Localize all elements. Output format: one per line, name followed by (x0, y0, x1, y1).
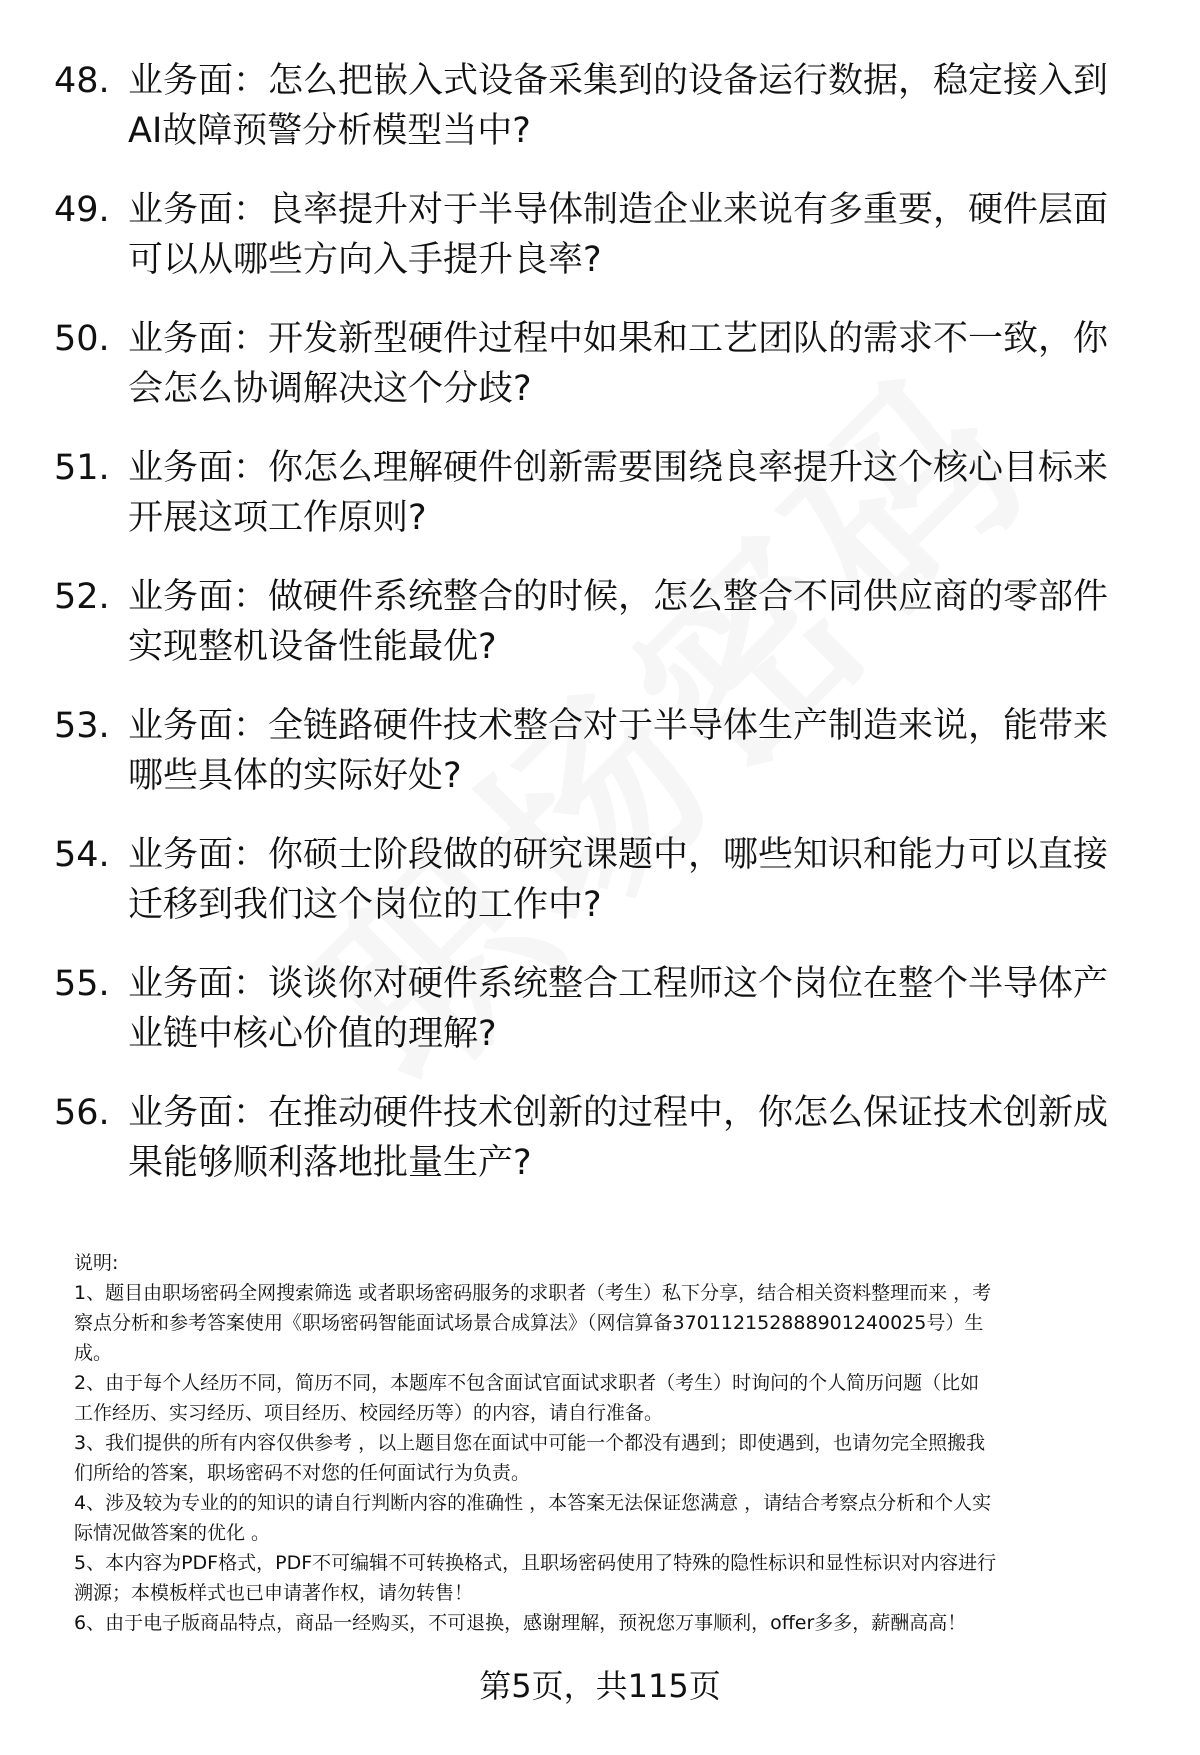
question-number: 49. (54, 190, 110, 230)
question-number: 55. (54, 964, 110, 1004)
question-text (128, 443, 1138, 543)
question-line: 业链中核心价值的理解? (128, 1014, 497, 1054)
question-item (0, 314, 1200, 443)
page-number-footer: 第5页，共115页 (479, 1667, 721, 1705)
question-line: 业务面：良率提升对于半导体制造企业来说有多重要，硬件层面 (128, 190, 1109, 230)
question-line: AI故障预警分析模型当中? (128, 111, 531, 151)
question-text (128, 1088, 1138, 1188)
question-number: 50. (54, 319, 110, 359)
question-line: 可以从哪些方向入手提升良率? (128, 240, 602, 280)
question-line: 哪些具体的实际好处? (128, 756, 462, 796)
question-text (128, 830, 1138, 930)
question-text (128, 56, 1138, 156)
question-item (0, 1088, 1200, 1217)
notes-line: 溯源；本模板样式也已申请著作权，请勿转售！ (74, 1582, 474, 1604)
question-item (0, 572, 1200, 701)
question-line: 业务面：做硬件系统整合的时候，怎么整合不同供应商的零部件 (128, 577, 1109, 617)
question-text (128, 959, 1138, 1059)
question-number: 53. (54, 706, 110, 746)
question-item (0, 185, 1200, 314)
disclaimer-notes (74, 1248, 1164, 1638)
question-line: 迁移到我们这个岗位的工作中? (128, 885, 602, 925)
notes-line: 际情况做答案的优化 。 (74, 1522, 271, 1544)
notes-line: 1、题目由职场密码全网搜索筛选 或者职场密码服务的求职者（考生）私下分享，结合相关资料整理而来 ，考 (74, 1282, 992, 1304)
question-line: 开展这项工作原则? (128, 498, 427, 538)
notes-line: 工作经历、实习经历、项目经历、校园经历等）的内容，请自行准备。 (74, 1402, 664, 1424)
question-line: 业务面：谈谈你对硬件系统整合工程师这个岗位在整个半导体产 (128, 964, 1109, 1004)
question-line: 会怎么协调解决这个分歧? (128, 369, 532, 409)
notes-line: 3、我们提供的所有内容仅供参考 ，以上题目您在面试中可能一个都没有遇到；即使遇到，也请勿完全照搬我 (74, 1432, 986, 1454)
notes-line: 4、涉及较为专业的的知识的请自行判断内容的准确性 ，本答案无法保证您满意 ，请结合考察点分析和个人实 (74, 1492, 992, 1514)
question-text (128, 701, 1138, 801)
notes-line: 察点分析和参考答案使用《职场密码智能面试场景合成算法》（网信算备370112152888901240025号）生 (74, 1312, 984, 1334)
question-line: 业务面：全链路硬件技术整合对于半导体生产制造来说，能带来 (128, 706, 1109, 746)
question-line: 实现整机设备性能最优? (128, 627, 497, 667)
question-item (0, 959, 1200, 1088)
question-line: 业务面：你硕士阶段做的研究课题中，哪些知识和能力可以直接 (128, 835, 1109, 875)
question-number: 52. (54, 577, 110, 617)
question-item (0, 56, 1200, 185)
question-line: 业务面：你怎么理解硬件创新需要围绕良率提升这个核心目标来 (128, 448, 1109, 488)
notes-line: 6、由于电子版商品特点，商品一经购买，不可退换，感谢理解，预祝您万事顺利，offer多多，薪酬高高！ (74, 1612, 967, 1634)
question-text (128, 185, 1138, 285)
notes-line: 2、由于每个人经历不同，简历不同，本题库不包含面试官面试求职者（考生）时询问的个人简历问题（比如 (74, 1372, 980, 1394)
question-item (0, 443, 1200, 572)
question-number: 56. (54, 1093, 110, 1133)
question-text (128, 314, 1138, 414)
notes-heading: 说明: (74, 1252, 119, 1274)
question-number: 54. (54, 835, 110, 875)
notes-line: 成。 (74, 1342, 113, 1364)
question-list (0, 56, 1200, 1217)
notes-line: 5、本内容为PDF格式，PDF不可编辑不可转换格式，且职场密码使用了特殊的隐性标识和显性标识对内容进行 (74, 1552, 997, 1574)
question-item (0, 701, 1200, 830)
question-line: 业务面：怎么把嵌入式设备采集到的设备运行数据，稳定接入到 (128, 61, 1109, 101)
question-line: 业务面：开发新型硬件过程中如果和工艺团队的需求不一致，你 (128, 319, 1109, 359)
notes-line: 们所给的答案，职场密码不对您的任何面试行为负责。 (74, 1462, 531, 1484)
question-number: 51. (54, 448, 110, 488)
question-item (0, 830, 1200, 959)
question-line: 业务面：在推动硬件技术创新的过程中，你怎么保证技术创新成 (128, 1093, 1109, 1133)
question-line: 果能够顺利落地批量生产? (128, 1143, 532, 1183)
question-text (128, 572, 1138, 672)
question-number: 48. (54, 61, 110, 101)
